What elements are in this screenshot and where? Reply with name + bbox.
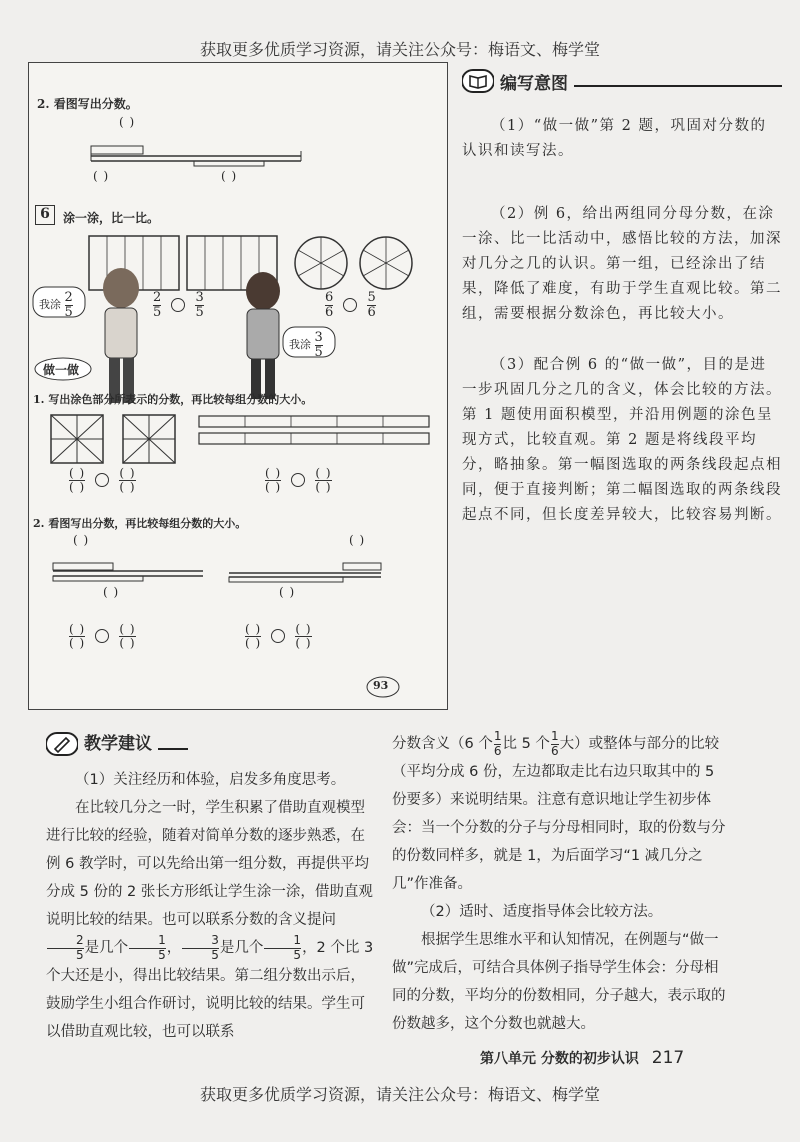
page-number: 217: [651, 1048, 685, 1068]
banner-top: 获取更多优质学习资源，请关注公众号：梅语文、梅学堂: [199, 40, 600, 59]
question-2-top: 2. 看图写出分数。: [37, 97, 138, 111]
blank: ( ): [93, 169, 110, 183]
teaching-suggestions-header: [46, 730, 378, 758]
suggest-heading-1: （1）关注经历和体验，启发多角度思考。: [75, 772, 346, 788]
suggest-para-2: 根据学生思维水平和认知情况，在例题与“做一做”完成后，可结合具体例子指导学生体会：分母相同的分数，平均分的份数相同，分子越大，表示取的份数越多，这个分数也就越大。: [392, 932, 726, 1032]
teaching-suggestions-title: 教学建议: [84, 734, 152, 754]
q1-compare-b: $\frac{( )}{( )}$ $\frac{( )}{( )}$: [265, 466, 332, 494]
compare-6-6-5-6: $\frac{6}{6}$ $\frac{5}{6}$: [325, 290, 376, 320]
teaching-suggestions-left: [46, 730, 378, 1046]
textbook-page-number: 93: [373, 679, 389, 692]
blank: ( ): [279, 585, 296, 599]
question-1: 1. 写出涂色部分所表示的分数，再比较每组分数的大小。: [33, 393, 313, 406]
example-6-badge: 6: [35, 205, 55, 225]
q2-compare-a: $\frac{( )}{( )}$ $\frac{( )}{( )}$: [69, 622, 136, 650]
banner-bottom: 获取更多优质学习资源，请关注公众号：梅语文、梅学堂: [199, 1085, 600, 1104]
blank: ( ): [349, 533, 366, 547]
example-6-title: 涂一涂，比一比。: [63, 211, 160, 225]
suggest-para-1: 在比较几分之一时，学生积累了借助直观模型进行比较的经验，随着对简单分数的逐步熟悉，在例 6 教学时，可以先给出第一组分数，再提供平均分成 5 份的 2 张长方形纸让学生涂一涂，借助直观说明比较的结果。也可以联系分数的含义提问 $\frac{2}{5}$ 是几个 $\frac{1}{5}$ ， $\frac{3}{5}$ 是几个 $\frac{1}{5}$ ，2 个比 3 个大还是小，得出比较结果。第二组分数出示后，鼓励学生小组合作研讨，说明比较的结果。学生可以借助直观比较，也可以联系: [46, 800, 374, 1040]
q1-compare-a: $\frac{( )}{( )}$ $\frac{( )}{( )}$: [69, 466, 136, 494]
suggest-right-para: 分数含义（6 个 $\frac{1}{6}$ 比 5 个 $\frac{1}{6}$ 大）或整体与部分的比较（平均分成 6 份，左边都取走比右边只取其中的 5 份要多）来说明结果。注意有意识地让学生初步体会：当一个分数的分子与分母相同时，取的份数与分的份数同样多，就是 1，为后面学习“1 减几分之几”作准备。: [392, 729, 726, 892]
page-footer: [480, 1048, 684, 1068]
blank: ( ): [103, 585, 120, 599]
question-2: 2. 看图写出分数，再比较每组分数的大小。: [33, 517, 247, 530]
open-book-icon: [462, 68, 494, 94]
textbook-page: [28, 62, 448, 710]
zuoyizuo-label: 做一做: [43, 363, 80, 377]
textbook-illustrations: [29, 63, 449, 711]
design-intent-header: [462, 68, 782, 94]
design-intent-title: 编写意图: [500, 73, 568, 94]
teaching-suggestions-right: [392, 730, 730, 1038]
compare-2-5-3-5: $\frac{2}{5}$ $\frac{3}{5}$: [153, 290, 204, 320]
unit-title: 第八单元 分数的初步认识: [480, 1051, 639, 1067]
design-para-1: （1）“做一做”第 2 题，巩固对分数的认识和读写法。: [462, 118, 767, 159]
boy-speech: 我涂 $\frac{2}{5}$: [39, 290, 73, 320]
blank: ( ): [73, 533, 90, 547]
design-para-2: （2）例 6，给出两组同分母分数，在涂一涂、比一比活动中，感悟比较的方法，加深对几分之几的认识。第一组，已经涂出了结果，降低了难度，有助于学生直观比较。第二组，需要根据分数涂色，再比较大小。: [462, 206, 782, 322]
pen-book-icon: [46, 731, 78, 757]
suggest-heading-2: （2）适时、适度指导体会比较方法。: [421, 904, 663, 920]
design-intent-section: [462, 68, 782, 528]
q2-compare-b: $\frac{( )}{( )}$ $\frac{( )}{( )}$: [245, 622, 312, 650]
blank-top: ( ): [119, 115, 136, 129]
girl-speech: 我涂 $\frac{3}{5}$: [289, 330, 323, 360]
design-para-3: （3）配合例 6 的“做一做”，目的是进一步巩固几分之几的含义，体会比较的方法。第 1 题使用面积模型，并沿用例题的涂色呈现方式，比较直观。第 2 题是将线段平均分，略抽象。第一幅图选取的两条线段起点相同，便于直接判断；第二幅图选取的两条线段起点不同，但长度差异较大，比较容易判断。: [462, 357, 782, 523]
blank: ( ): [221, 169, 238, 183]
